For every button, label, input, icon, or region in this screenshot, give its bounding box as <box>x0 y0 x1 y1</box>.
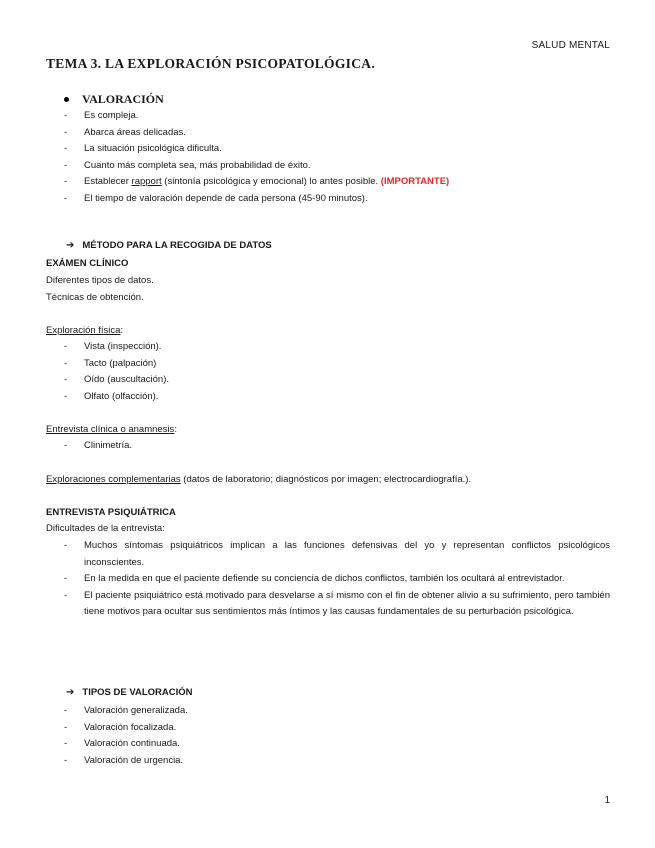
list-item: - El tiempo de valoración depende de cada persona (45-90 minutos). <box>64 191 610 208</box>
list-item: - Olfato (olfacción). <box>64 389 610 406</box>
header-label: SALUD MENTAL <box>531 40 610 51</box>
list-item: - Muchos síntomas psiquiátricos implican a las funciones defensivas del yo y representan conflictos psicológicos inconscientes. <box>64 538 610 571</box>
list-item: - Valoración continuada. <box>64 736 610 753</box>
complementarias-line: Exploraciones complementarias (datos de laboratorio; diagnósticos por imagen; electrocardiografía.). <box>46 474 472 485</box>
list-item: - En la medida en que el paciente defiende su conciencia de dichos conflictos, también los ocultará al entrevistador. <box>64 571 610 588</box>
fisica-heading: Exploración física: <box>46 325 124 336</box>
psiquiatrica-list <box>64 538 610 621</box>
text-line: Técnicas de obtención. <box>46 292 144 303</box>
metodo-heading: ➔ MÉTODO PARA LA RECOGIDA DE DATOS <box>66 240 272 251</box>
list-item: - Oído (auscultación). <box>64 372 610 389</box>
entrevista-heading: Entrevista clínica o anamnesis: <box>46 424 177 435</box>
tipos-heading: ➔ TIPOS DE VALORACIÓN <box>66 687 193 698</box>
list-item-rapport: - Establecer rapport (sintonía psicológica y emocional) lo antes posible. (IMPORTANTE) <box>64 174 610 191</box>
examen-heading: EXÁMEN CLÍNICO <box>46 258 129 269</box>
list-item: - Valoración focalizada. <box>64 720 610 737</box>
entrevista-list <box>64 438 610 455</box>
list-item: - Valoración generalizada. <box>64 703 610 720</box>
list-item: - Valoración de urgencia. <box>64 753 610 770</box>
list-item: - Clinimetría. <box>64 438 610 455</box>
arrow-right-icon: ➔ <box>66 240 75 251</box>
arrow-right-icon: ➔ <box>66 687 75 698</box>
fisica-list <box>64 339 610 405</box>
list-item: - Es compleja. <box>64 108 610 125</box>
valoracion-heading: VALORACIÓN <box>64 92 164 107</box>
list-item: - Cuanto más completa sea, más probabilidad de éxito. <box>64 158 610 175</box>
text-line: Diferentes tipos de datos. <box>46 275 154 286</box>
list-item: - Vista (inspección). <box>64 339 610 356</box>
important-tag: (IMPORTANTE) <box>380 176 450 188</box>
page-number: 1 <box>604 795 610 806</box>
valoracion-list <box>64 108 610 208</box>
list-item: - La situación psicológica dificulta. <box>64 141 610 158</box>
list-item: - Tacto (palpación) <box>64 356 610 373</box>
psiquiatrica-heading: ENTREVISTA PSIQUIÁTRICA <box>46 507 176 518</box>
page-title: TEMA 3. LA EXPLORACIÓN PSICOPATOLÓGICA. <box>46 56 375 71</box>
tipos-list <box>64 703 610 769</box>
list-item: - El paciente psiquiátrico está motivado para desvelarse a sí mismo con el fin de obtener alivio a su sufrimiento, pero también tiene motivos para ocultar sus sentimientos más íntimos y las causas fundamentales de su perturbación psicológica. <box>64 588 610 621</box>
rapport-term: rapport <box>131 176 162 188</box>
psiquiatrica-subheading: Dificultades de la entrevista: <box>46 523 165 534</box>
bullet-icon <box>64 97 69 102</box>
list-item: - Abarca áreas delicadas. <box>64 125 610 142</box>
